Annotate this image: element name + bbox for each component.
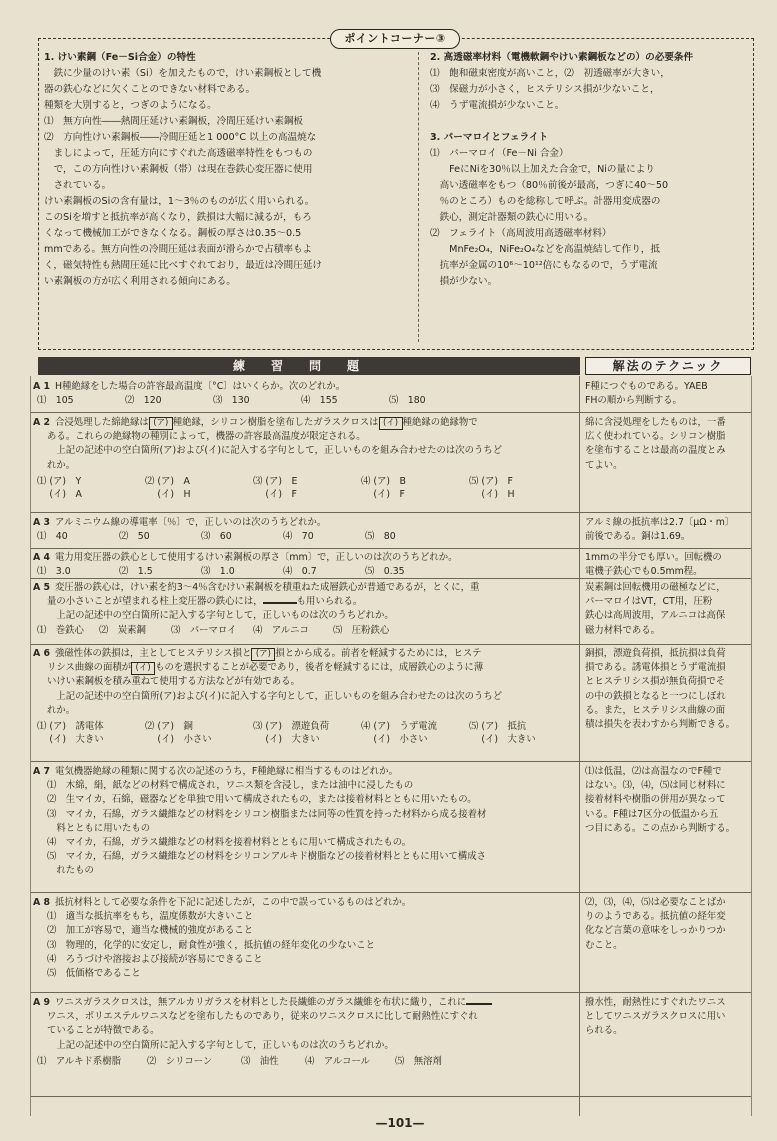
pc-right-line: 損が少ない。 (430, 276, 498, 287)
option-a: (ア) 誘電体 (49, 721, 104, 733)
hint-line: 化など言葉の意味をしっかりつか (585, 925, 726, 937)
question-number: A 6 (33, 648, 51, 659)
option-b: (イ) F (265, 488, 297, 500)
question-area (30, 376, 752, 1116)
question-text: 電力用変圧器の鉄心として使用するけい素鋼板の厚さ〔mm〕で，正しいのは次のうちどれか。 (55, 552, 458, 563)
hint-line: 銅損，漂遊負荷損，抵抗損は負荷 (585, 648, 726, 659)
question-number: A 3 (33, 517, 51, 528)
question-text: リシス曲線の面積が (47, 662, 132, 674)
question-text: ある。これらの絶縁物の種別によって，機器の許容最高温度が限定される。 (47, 431, 366, 443)
pc-left-line: このSiを増すと抵抗率が高くなり，鉄損は大幅に減るが，もろ (44, 212, 312, 223)
hint-a7 (585, 765, 749, 836)
option: ⑷ 155 (301, 395, 338, 407)
pc-right-heading: 2. 高透磁率材料（電機軟鋼やけい素鋼板などの）の必要条件 (430, 52, 694, 63)
option: ⑸ 80 (365, 531, 396, 543)
pc-left-line: mmである。無方向性の冷間圧延は表面が滑らかで占積率もよ (44, 244, 313, 255)
hint-line: 磁力材料である。 (585, 624, 661, 636)
hint-line: つ目にある。この点から判断する。 (585, 822, 736, 834)
option: れたもの (47, 865, 94, 877)
question-separator (31, 644, 751, 645)
hint-a9 (585, 996, 749, 1039)
pc-right-line: 鉄心，測定計器類の鉄心に用いる。 (430, 212, 594, 223)
pc-right-line (430, 114, 748, 130)
hint-a1 (585, 380, 749, 408)
hint-line: 綿に含浸処理をしたものは，一番 (585, 417, 726, 428)
option: ⑷ 70 (283, 531, 314, 543)
option-b: (イ) 小さい (157, 734, 212, 746)
blank-box: (ア) (149, 417, 173, 430)
option-a: (ア) E (265, 475, 298, 487)
option: ⑸ 圧粉鉄心 (333, 624, 390, 636)
question-text: 合浸処理した綿絶縁は (55, 417, 149, 428)
question-text: ワニスガラスクロスは，無アルカリガラスを材料とした長繊維のガラス繊維を布状に織り，これに (55, 997, 467, 1008)
pc-right-line: FeにNiを30％以上加えた合金で，Niの量により (430, 164, 655, 175)
question-text: も用いられる。 (296, 596, 363, 608)
option: ⑴ 105 (37, 395, 74, 407)
option: ⑸ 低価格であること (47, 968, 141, 980)
question-text: 上記の記述中の空白箇所に記入する字句として，正しいものは次のうちどれか。 (47, 1039, 394, 1051)
question-a7 (33, 765, 578, 879)
option-a: (ア) Y (49, 475, 82, 487)
question-text: れか。 (47, 459, 76, 471)
pc-left-line: で，この方向性けい素鋼板（帯）は現在巻鉄心変圧器に使用 (44, 164, 313, 175)
question-number: A 1 (33, 381, 51, 392)
question-number: A 9 (33, 997, 51, 1008)
option-b: (イ) A (49, 488, 82, 500)
question-number: A 4 (33, 552, 51, 563)
option: ⑷ アルニコ (253, 624, 309, 636)
question-text: H種絶縁をした場合の許容最高温度〔°C〕はいくらか。次のどれか。 (55, 381, 346, 392)
hint-line: 積は損失を表わすから判断できる。 (585, 719, 736, 731)
pc-right-line: ⑶ 保磁力が小さく，ヒステリシス損が少ないこと， (430, 84, 660, 95)
question-text: アルミニウム線の導電率〔％〕で，正しいのは次のうちどれか。 (55, 517, 327, 528)
question-a5 (33, 581, 578, 638)
option: ⑵ 炭素鋼 (99, 624, 146, 636)
pc-right-line: 高い透磁率をもつ（80％前後が最高，つぎに40～50 (430, 180, 669, 191)
point-corner-right (430, 50, 748, 290)
question-separator (31, 1096, 751, 1097)
hint-line: 接着材料や樹脂の併用が異なって (585, 794, 726, 806)
pc-right-line: 抗率が金属の10⁶～10¹²倍にもなるので，うず電流 (430, 260, 658, 271)
question-text: 種絶縁，シリコン樹脂を塗布したガラスクロスは (172, 417, 379, 428)
hint-line: の中の鉄損となると一つにしぼれ (585, 690, 726, 702)
question-text: 上記の記述中の空白箇所(ア)および(イ)に記入する字句として，正しいものを組み合わせたのは次のうちど (47, 690, 503, 702)
hint-line: 損である。誘電体損とうず電流損 (585, 662, 726, 674)
pc-right-line: ⑷ うず電流損が少ないこと。 (430, 100, 565, 111)
blank-box (466, 1003, 492, 1005)
option: ⑸ 無溶剤 (395, 1055, 442, 1067)
option: ⑶ 油性 (241, 1055, 279, 1067)
question-a4 (33, 551, 578, 579)
pc-right-line: MnFe₂O₄，NiFe₂O₄などを高温焼結して作り，抵 (430, 244, 660, 255)
question-a3 (33, 516, 578, 544)
pc-left-line: ⑵ 方向性けい素鋼板――冷間圧延と1 000°C 以上の高温焼な (44, 132, 317, 143)
pc-right-line: ⑴ 飽和磁束密度が高いこと，⑵ 初透磁率が大きい， (430, 68, 670, 79)
page-number: —101— (375, 1116, 425, 1130)
option-b: (イ) 大きい (49, 734, 104, 746)
option: ⑴ 木綿，絹，紙などの材料で構成され，ワニス類を含浸し，または油中に浸したもの (47, 780, 414, 792)
question-number: A 8 (33, 897, 51, 908)
option-a: (ア) 抵抗 (481, 721, 527, 733)
hint-a4 (585, 551, 749, 579)
question-text: 電気機器絶縁の種類に関する次の記述のうち，F種絶縁に相当するものはどれか。 (55, 766, 398, 777)
pc-left-line: ⑴ 無方向性――熱間圧延けい素鋼板，冷間圧延けい素鋼板 (44, 116, 304, 127)
option: ⑷ 0.7 (283, 566, 317, 578)
option: ⑴ 巻鉄心 (37, 624, 84, 636)
option: ⑴ 適当な抵抗率をもち，温度係数が大きいこと (47, 911, 254, 923)
question-text: 変圧器の鉄心は，けい素を約3～4％含むけい素鋼板を積重ねた成層鉄心が普通であるが，とくに，重 (55, 582, 480, 593)
option: ⑵ 加工が容易で，適当な機械的強度があること (47, 925, 254, 937)
option-number: ⑴ (37, 721, 47, 733)
hint-line: 炭素鋼は回転機用の磁極などに， (585, 582, 726, 593)
option-number: ⑴ (37, 475, 47, 487)
option-number: ⑵ (145, 721, 155, 733)
question-separator (31, 548, 751, 549)
option-a: (ア) F (481, 475, 513, 487)
hint-a5 (585, 581, 749, 638)
point-corner-title: ポイントコーナー③ (330, 29, 460, 49)
option: ⑵ 1.5 (119, 566, 153, 578)
question-text: いけい素鋼板を積み重ねて使用する方法などが有効である。 (47, 676, 300, 688)
question-text: ものを選択することが必要であり，後者を軽減するには，成層鉄心のように薄 (155, 662, 484, 674)
option: ⑶ 60 (201, 531, 232, 543)
point-corner-divider (418, 52, 419, 342)
pc-right-line: ⑴ パーマロイ（Fe－Ni 合金） (430, 148, 569, 159)
option: ⑶ 1.0 (201, 566, 235, 578)
option-number: ⑶ (253, 475, 263, 487)
option-b: (イ) F (373, 488, 405, 500)
option-b: (イ) H (157, 488, 191, 500)
question-text: ていることが特徴である。 (47, 1025, 160, 1037)
hint-line: 広く使われている。シリコン樹脂 (585, 431, 726, 443)
hint-a6 (585, 647, 749, 732)
hint-line: てよい。 (585, 459, 623, 471)
hint-line: る。また，ヒステリシス曲線の面 (585, 704, 726, 716)
question-separator (31, 512, 751, 513)
question-text: 量の小さいことが望まれる柱上変圧器の鉄心には， (47, 596, 263, 608)
question-a9 (33, 996, 578, 1069)
option: ⑴ 40 (37, 531, 68, 543)
pc-right-line: ％のところ）ものを総称して呼ぶ。計器用変成器の (430, 196, 661, 207)
pc-right-heading: 3. パーマロイとフェライト (430, 132, 549, 143)
hint-line: としてワニスガラスクロスに用い (585, 1011, 726, 1023)
question-text: 上記の記述中の空白箇所(ア)および(イ)に記入する字句として，正しいものを組み合わせたのは次のうちど (47, 445, 503, 457)
option-a: (ア) B (373, 475, 406, 487)
hint-a2 (585, 416, 749, 473)
hint-line: りのようである。抵抗値の経年変 (585, 911, 726, 923)
pc-left-line: されている。 (44, 180, 112, 191)
hint-line: アルミ線の抵抗率は2.7〔μΩ・m〕 (585, 517, 735, 528)
pc-left-line: い素鋼板の方が広く利用される傾向にある。 (44, 276, 236, 287)
pc-left-line: く，磁気特性も熱間圧延に比べすぐれており，最近は冷間圧延け (44, 260, 323, 271)
hint-line: パーマロイはVT，CT用，圧粉 (585, 596, 713, 608)
pc-left-line: 種類を大別すると，つぎのようになる。 (44, 100, 217, 111)
hint-line: F種につぐものである。YAEB (585, 381, 708, 392)
option-a: (ア) 漂遊負荷 (265, 721, 329, 733)
question-separator (31, 892, 751, 893)
question-number: A 2 (33, 417, 51, 428)
option-a: (ア) うず電流 (373, 721, 437, 733)
blank-box: (イ) (131, 662, 155, 675)
option: ⑵ 生マイカ，石綿，磁器などを単独で用いて構成されたもの，または接着材料とともに用いたもの。 (47, 794, 477, 806)
hint-line: を塗布することは最高の温度とみ (585, 445, 726, 457)
question-separator (31, 412, 751, 413)
hint-line: とヒステリシス損が無負荷損でそ (585, 676, 726, 688)
pc-right-line: ⑵ フェライト（高周波用高透磁率材料） (430, 228, 612, 239)
option-number: ⑸ (469, 721, 479, 733)
pc-left-heading: 1. けい素鋼（Fe－Si合金）の特性 (44, 52, 196, 63)
question-text: 損とから成る。前者を軽減するためには，ヒステ (275, 648, 482, 659)
hint-line: FHの順から判断する。 (585, 395, 682, 407)
option: ⑴ アルキド系樹脂 (37, 1055, 122, 1067)
option: ⑸ 0.35 (365, 566, 405, 578)
option-number: ⑸ (469, 475, 479, 487)
option-b: (イ) 小さい (373, 734, 428, 746)
question-text: 種絶縁の絶縁物で (402, 417, 478, 428)
option-a: (ア) A (157, 475, 190, 487)
pc-left-line: 器の鉄心などに欠くことのできない材料である。 (44, 84, 256, 95)
option-number: ⑵ (145, 475, 155, 487)
pc-left-line: くなって機械加工ができなくなる。鋼板の厚さは0.35～0.5 (44, 228, 302, 239)
option-b: (イ) 大きい (265, 734, 320, 746)
question-text: ワニス，ポリエステルワニスなどを塗布したものであり，従来のワニスクロスに比して耐熱性にすぐれ (47, 1011, 478, 1023)
hint-line: むこと。 (585, 939, 623, 951)
question-separator (31, 578, 751, 579)
option-b: (イ) H (481, 488, 515, 500)
option-b: (イ) 大きい (481, 734, 536, 746)
question-separator (31, 761, 751, 762)
option-number: ⑷ (361, 721, 371, 733)
blank-box (263, 602, 297, 604)
pc-left-line: ましによって，圧延方向にすぐれた高透磁率特性をもつもの (44, 148, 313, 159)
hint-line: ⑵，⑶，⑷，⑸は必要なことばか (585, 897, 726, 908)
techniques-header: 解法のテクニック (585, 357, 751, 375)
option: ⑶ 物理的，化学的に安定し，耐食性が強く，抵抗値の経年変化の少ないこと (47, 939, 375, 951)
option: ⑵ 50 (119, 531, 150, 543)
question-a8 (33, 896, 578, 981)
blank-box: (ア) (251, 648, 275, 661)
option-a: (ア) 銅 (157, 721, 193, 733)
option: ⑷ アルコール (305, 1055, 371, 1067)
question-text: 上記の記述中の空白箇所に記入する字句として，正しいものは次のうちどれか。 (47, 610, 394, 622)
question-a2 (33, 416, 578, 501)
option: ⑶ パーマロイ (171, 624, 237, 636)
question-a1 (33, 380, 578, 408)
hint-a8 (585, 896, 749, 953)
hint-line: られる。 (585, 1025, 623, 1037)
option: 料とともに用いたもの (47, 822, 151, 834)
hint-line: 1mmの半分でも厚い。回転機の (585, 552, 722, 563)
question-a6 (33, 647, 578, 746)
option: ⑸ マイカ，石綿，ガラス繊維などの材料をシリコンアルキド樹脂などの接着材料とともに用いて構成さ (47, 851, 486, 863)
option: ⑷ マイカ，石綿，ガラス繊維などの材料を接着材料とともに用いて構成されたもの。 (47, 837, 412, 849)
column-divider (579, 376, 580, 1116)
blank-box: (イ) (379, 417, 403, 430)
pc-left-line: けい素鋼板のSiの含有量は，1～3％のものが広く用いられる。 (44, 196, 315, 207)
hint-line: 鉄心は高周波用，アルニコは高保 (585, 610, 726, 622)
question-text: 強磁性体の鉄損は，主としてヒステリシス損と (55, 648, 252, 659)
option-number: ⑷ (361, 475, 371, 487)
option: ⑷ ろうづけや溶接および接続が容易にできること (47, 953, 263, 965)
exercises-header (38, 357, 580, 375)
option: ⑶ 130 (213, 395, 250, 407)
hint-line: いる。F種は7区分の低温から五 (585, 808, 719, 820)
exercises-header-text: 練習問題 (232, 359, 385, 373)
hint-line: 前後である。銅は1.69。 (585, 531, 691, 543)
question-number: A 7 (33, 766, 51, 777)
option-number: ⑶ (253, 721, 263, 733)
pc-left-line: 鉄に少量のけい素（Si）を加えたもので，けい素鋼板として機 (44, 68, 322, 79)
option: ⑴ 3.0 (37, 566, 71, 578)
hint-line: 撥水性，耐熱性にすぐれたワニス (585, 997, 726, 1008)
question-number: A 5 (33, 582, 51, 593)
hint-line: はない。⑶，⑷，⑸は同じ材料に (585, 780, 726, 792)
question-text: れか。 (47, 704, 76, 716)
hint-a3 (585, 516, 749, 544)
question-separator (31, 992, 751, 993)
option: ⑸ 180 (389, 395, 426, 407)
option: ⑵ シリコーン (147, 1055, 213, 1067)
hint-line: ⑴は低温，⑵は高温なのでF種で (585, 766, 722, 777)
point-corner-left (44, 50, 414, 290)
hint-line: 電機子鉄心でも0.5mm程。 (585, 566, 703, 578)
question-text: 抵抗材料として必要な条件を下記に記述したが，この中で誤っているものはどれか。 (55, 897, 412, 908)
option: ⑵ 120 (125, 395, 162, 407)
option: ⑶ マイカ，石綿，ガラス繊維などの材料をシリコン樹脂または同等の性質を持った材料から成る接着材 (47, 808, 487, 820)
